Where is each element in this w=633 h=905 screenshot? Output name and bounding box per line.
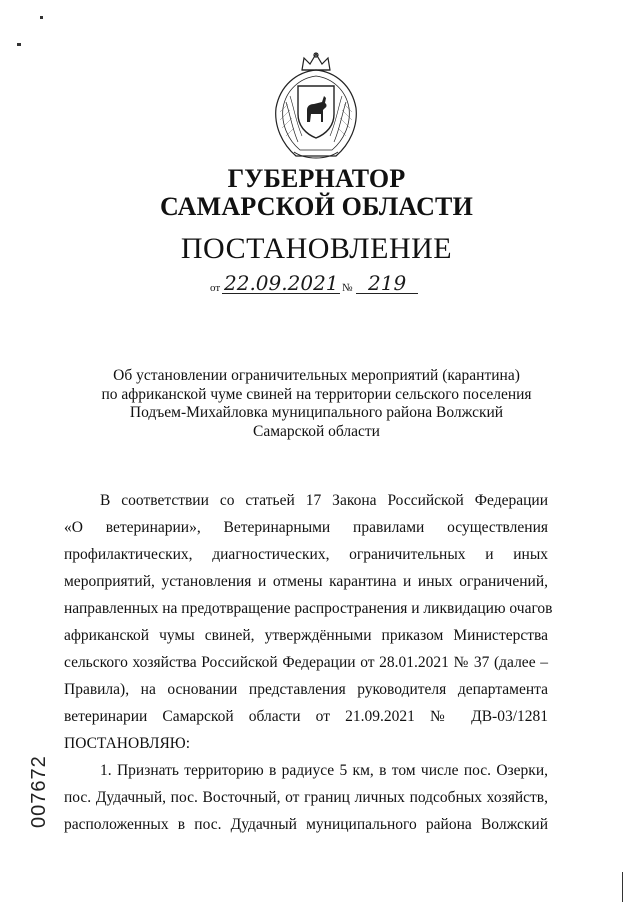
date-underline bbox=[222, 293, 340, 294]
samara-coat-of-arms-icon bbox=[266, 52, 366, 164]
decree-keyword: ПОСТАНОВЛЯЮ: bbox=[64, 735, 191, 752]
body-line: 1. Признать территорию в радиусе 5 км, в том числе пос. Озерки, bbox=[100, 762, 548, 779]
issuer-title-line-1: ГУБЕРНАТОР bbox=[227, 164, 406, 193]
document-subject bbox=[60, 367, 573, 441]
body-line: В соответствии со статьей 17 Закона Российской Федерации bbox=[100, 492, 548, 509]
issuer-title-line-2: САМАРСКОЙ ОБЛАСТИ bbox=[159, 192, 474, 221]
document-body bbox=[64, 487, 553, 838]
date-label: от bbox=[210, 282, 221, 294]
body-line: ветеринарии Самарской области от 21.09.2021 № ДВ-03/1281 bbox=[64, 708, 548, 725]
body-line: африканской чумы свиней, утверждёнными приказом Министерства bbox=[64, 627, 548, 644]
side-registration-number: 007672 bbox=[28, 755, 50, 828]
body-line: Правила), на основании представления руководителя департамента bbox=[64, 681, 548, 698]
handwritten-date: 22.09.2021 bbox=[224, 271, 339, 295]
number-label: № bbox=[342, 282, 353, 294]
scan-edge-mark bbox=[622, 872, 623, 902]
body-line: расположенных в пос. Дудачный муниципального района Волжский bbox=[64, 816, 548, 833]
body-line: мероприятий, установления и отмены карантина и иных ограничений, bbox=[64, 573, 548, 590]
document-type-heading: ПОСТАНОВЛЕНИЕ bbox=[180, 232, 453, 265]
body-line: профилактических, диагностических, ограничительных и иных bbox=[64, 546, 548, 563]
subject-line: Подъем-Михайловка муниципального района Волжский bbox=[129, 404, 504, 421]
subject-line: Об установлении ограничительных мероприятий (карантина) bbox=[113, 367, 520, 384]
number-underline bbox=[356, 293, 418, 294]
body-line: сельского хозяйства Российской Федерации от 28.01.2021 № 37 (далее – bbox=[64, 654, 548, 671]
scan-speck bbox=[17, 43, 21, 46]
handwritten-number: 219 bbox=[368, 271, 407, 295]
subject-line: Самарской области bbox=[253, 422, 380, 440]
body-line: пос. Дудачный, пос. Восточный, от границ личных подсобных хозяйств, bbox=[64, 789, 548, 806]
scan-speck bbox=[40, 16, 43, 19]
body-line: направленных на предотвращение распространения и ликвидацию очагов bbox=[64, 600, 553, 617]
body-line: «О ветеринарии», Ветеринарными правилами осуществления bbox=[64, 519, 548, 536]
subject-line: по африканской чуме свиней на территории сельского поселения bbox=[101, 385, 532, 403]
